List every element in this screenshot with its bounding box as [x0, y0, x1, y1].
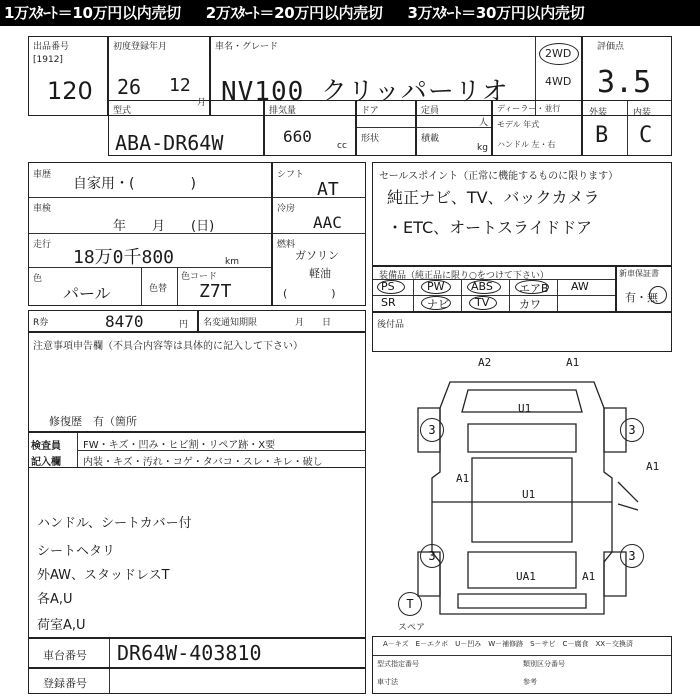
- shape-label: 形状: [361, 134, 380, 144]
- inspector-row-2: 内装・キズ・汚れ・コゲ・タバコ・スレ・キレ・破し: [83, 457, 323, 468]
- registration-box: [28, 668, 366, 694]
- load-label: 積載: [421, 134, 440, 144]
- lot-box: [28, 36, 108, 116]
- color-label: 色: [33, 274, 43, 284]
- notes-box: [28, 332, 366, 432]
- mileage-label: 走行: [33, 240, 52, 250]
- mark-a1-top: A1: [566, 356, 580, 369]
- history-value: 自家用・( ): [73, 176, 196, 192]
- lot-sub: [1912]: [33, 55, 63, 65]
- auction-banner: [0, 0, 700, 26]
- name-label: 車名・グレード: [215, 42, 279, 52]
- reg-unit: 月: [197, 98, 207, 108]
- equipment-label: 装備品（純正品に限り○をつけて下さい）: [379, 271, 549, 281]
- legend-box: [372, 636, 672, 694]
- equip-tv: TV: [475, 296, 490, 309]
- fuel-alt: 軽油: [309, 267, 331, 280]
- legend-sub-4: 参考: [523, 678, 537, 686]
- tax-unit: 円: [179, 320, 189, 330]
- banner-item-2: 2万ｽﾀｰﾄ＝20万円以内売切: [205, 4, 383, 22]
- disp-unit: cc: [337, 141, 347, 151]
- equip-airbag: エアB: [519, 282, 549, 295]
- inspector-label-1: 検査員: [31, 441, 61, 452]
- tax-value: 8470: [105, 312, 144, 331]
- spare-tire: T: [398, 592, 422, 616]
- shift-label: シフト: [277, 170, 305, 180]
- mileage-value: 18万0千800: [73, 247, 175, 268]
- registration-label: 登録番号: [43, 677, 87, 690]
- reg-month: 12: [169, 75, 191, 96]
- exterior-interior-box: [582, 100, 672, 156]
- color-value: パール: [63, 284, 111, 303]
- equip-circle-abs: [467, 280, 501, 294]
- mark-ua1-rear: UA1: [516, 570, 536, 583]
- lot-label: 出品番号: [33, 42, 70, 52]
- note-line-5: 荷室A,U: [37, 618, 86, 633]
- equip-leather: カワ: [519, 298, 541, 311]
- mark-a1-right: A1: [646, 460, 660, 473]
- equip-circle-pw: [421, 280, 451, 294]
- tax-label: R券: [33, 318, 49, 328]
- banner-item-3: 3万ｽﾀｰﾄ＝30万円以内売切: [407, 4, 585, 22]
- history-label: 車歴: [33, 170, 52, 180]
- capacity-unit: 人: [479, 118, 489, 128]
- shift-value: AT: [317, 179, 339, 200]
- mark-a2: A2: [478, 356, 492, 369]
- capacity-box: [416, 100, 492, 156]
- displacement-box: [264, 100, 356, 156]
- shift-box: [272, 162, 366, 306]
- drive-2wd: 2WD: [545, 47, 572, 60]
- warranty-value: 有・無: [625, 291, 658, 304]
- equip-circle-ps: [377, 280, 405, 294]
- model-box: [108, 100, 264, 156]
- sales-label: セールスポイント（正常に機能するものに限ります）: [379, 171, 619, 182]
- repair-label: 修復歴 有（箇所: [49, 415, 137, 428]
- warranty-label: 新車保証書: [619, 269, 659, 278]
- score-label: 評価点: [597, 42, 625, 52]
- mark-a1-rear: A1: [582, 570, 596, 583]
- notes-label: 注意事項申告欄（不具合内容等は具体的に記入して下さい）: [33, 341, 303, 352]
- aftermarket-label: 後付品: [377, 320, 405, 330]
- aftermarket-box: [372, 312, 672, 352]
- inspector-label-2: 記入欄: [31, 457, 61, 468]
- history-box: [28, 162, 272, 306]
- equip-sr: SR: [381, 296, 396, 309]
- color-code-label: 色コード: [181, 272, 218, 282]
- inspector-box: [28, 432, 366, 468]
- drive-4wd: 4WD: [545, 75, 572, 88]
- handwritten-notes-box: [28, 468, 366, 638]
- legend-sub-1: 型式指定番号: [377, 660, 419, 668]
- equip-aw: AW: [571, 280, 589, 293]
- color-change-label: 色替: [149, 284, 168, 294]
- equipment-box: [372, 266, 616, 312]
- banner-item-1: 1万ｽﾀｰﾄ＝10万円以内売切: [4, 4, 181, 22]
- capacity-label: 定員: [421, 106, 440, 116]
- ac-value: AAC: [313, 213, 342, 232]
- dealer-box: [492, 100, 582, 156]
- mileage-unit: km: [225, 257, 239, 267]
- chassis-label: 車台番号: [43, 649, 87, 662]
- handle-label: ハンドル 左・右: [497, 140, 556, 149]
- inspector-row-1: FW・キズ・凹み・ヒビ割・リペア跡・X要: [83, 440, 276, 451]
- note-line-1: ハンドル、シートカバー付: [37, 516, 192, 531]
- disp-value: 660: [283, 127, 312, 146]
- equip-navi: ナビ: [427, 298, 449, 311]
- ac-label: 冷房: [277, 204, 296, 214]
- door-box: [356, 100, 416, 156]
- legend-sub-3: 車寸法: [377, 678, 398, 686]
- notice-value: 月 日: [295, 318, 332, 328]
- tire-front-right: 3: [620, 418, 644, 442]
- warranty-circle: [649, 286, 667, 304]
- equip-circle-tv: [469, 296, 497, 310]
- note-line-3: 外AW、スタッドレスT: [37, 568, 170, 583]
- warranty-box: [616, 266, 672, 312]
- tire-rear-left: 3: [420, 544, 444, 568]
- door-label: ドア: [361, 106, 379, 116]
- interior-value: C: [639, 123, 653, 148]
- exterior-label: 外装: [589, 108, 608, 118]
- mark-u1-roof: U1: [522, 488, 536, 501]
- model-value: ABA-DR64W: [115, 131, 224, 155]
- tire-rear-right: 3: [620, 544, 644, 568]
- chassis-value: DR64W-403810: [117, 641, 262, 665]
- tax-box: [28, 310, 198, 332]
- disp-label: 排気量: [269, 106, 297, 116]
- inspection-label: 車検: [33, 204, 52, 214]
- fuel-value: ガソリン: [295, 249, 339, 262]
- model-year-label: モデル 年式: [497, 120, 540, 129]
- mark-u1-front: U1: [518, 402, 532, 415]
- equip-circle-navi: [421, 296, 451, 310]
- sales-line1: 純正ナビ、TV、バックカメラ: [387, 188, 600, 207]
- chassis-box: [28, 638, 366, 668]
- mark-a1-left: A1: [456, 472, 470, 485]
- notice-label: 名変通知期限: [203, 318, 258, 328]
- inspection-value: 年 月 (日): [113, 219, 215, 234]
- tire-front-left: 3: [420, 418, 444, 442]
- reg-label: 初度登録年月: [113, 42, 168, 52]
- spare-label: スペア: [398, 623, 426, 633]
- interior-label: 内装: [633, 108, 652, 118]
- note-line-4: 各A,U: [37, 592, 73, 607]
- dealer-label: ディーラー・並行: [497, 104, 561, 113]
- model-label: 型式: [113, 106, 132, 116]
- legend-sub-2: 類別区分番号: [523, 660, 565, 668]
- exterior-value: B: [595, 123, 609, 148]
- sales-line2: ・ETC、オートスライドドア: [387, 218, 592, 237]
- equip-pw: PW: [427, 280, 445, 293]
- reg-year: 26: [117, 75, 142, 99]
- equip-circle-airbag: [515, 280, 549, 294]
- sales-point-box: [372, 162, 672, 266]
- score-value: 3.5: [597, 65, 652, 100]
- color-code-value: Z7T: [199, 281, 232, 302]
- equip-abs: ABS: [471, 280, 493, 293]
- car-name: NV100 クリッパーリオ: [221, 77, 509, 107]
- equip-ps: PS: [381, 280, 395, 293]
- note-line-2: シートヘタリ: [37, 544, 116, 559]
- fuel-label: 燃料: [277, 240, 296, 250]
- notice-box: [198, 310, 366, 332]
- legend-text: A－キズ E－エクボ U－凹み W－補修跡 S－サビ C－腐食 XX－交換済: [383, 640, 634, 648]
- lot-number: 120: [47, 77, 93, 105]
- load-unit: kg: [477, 143, 488, 153]
- fuel-paren: ( ): [283, 287, 336, 300]
